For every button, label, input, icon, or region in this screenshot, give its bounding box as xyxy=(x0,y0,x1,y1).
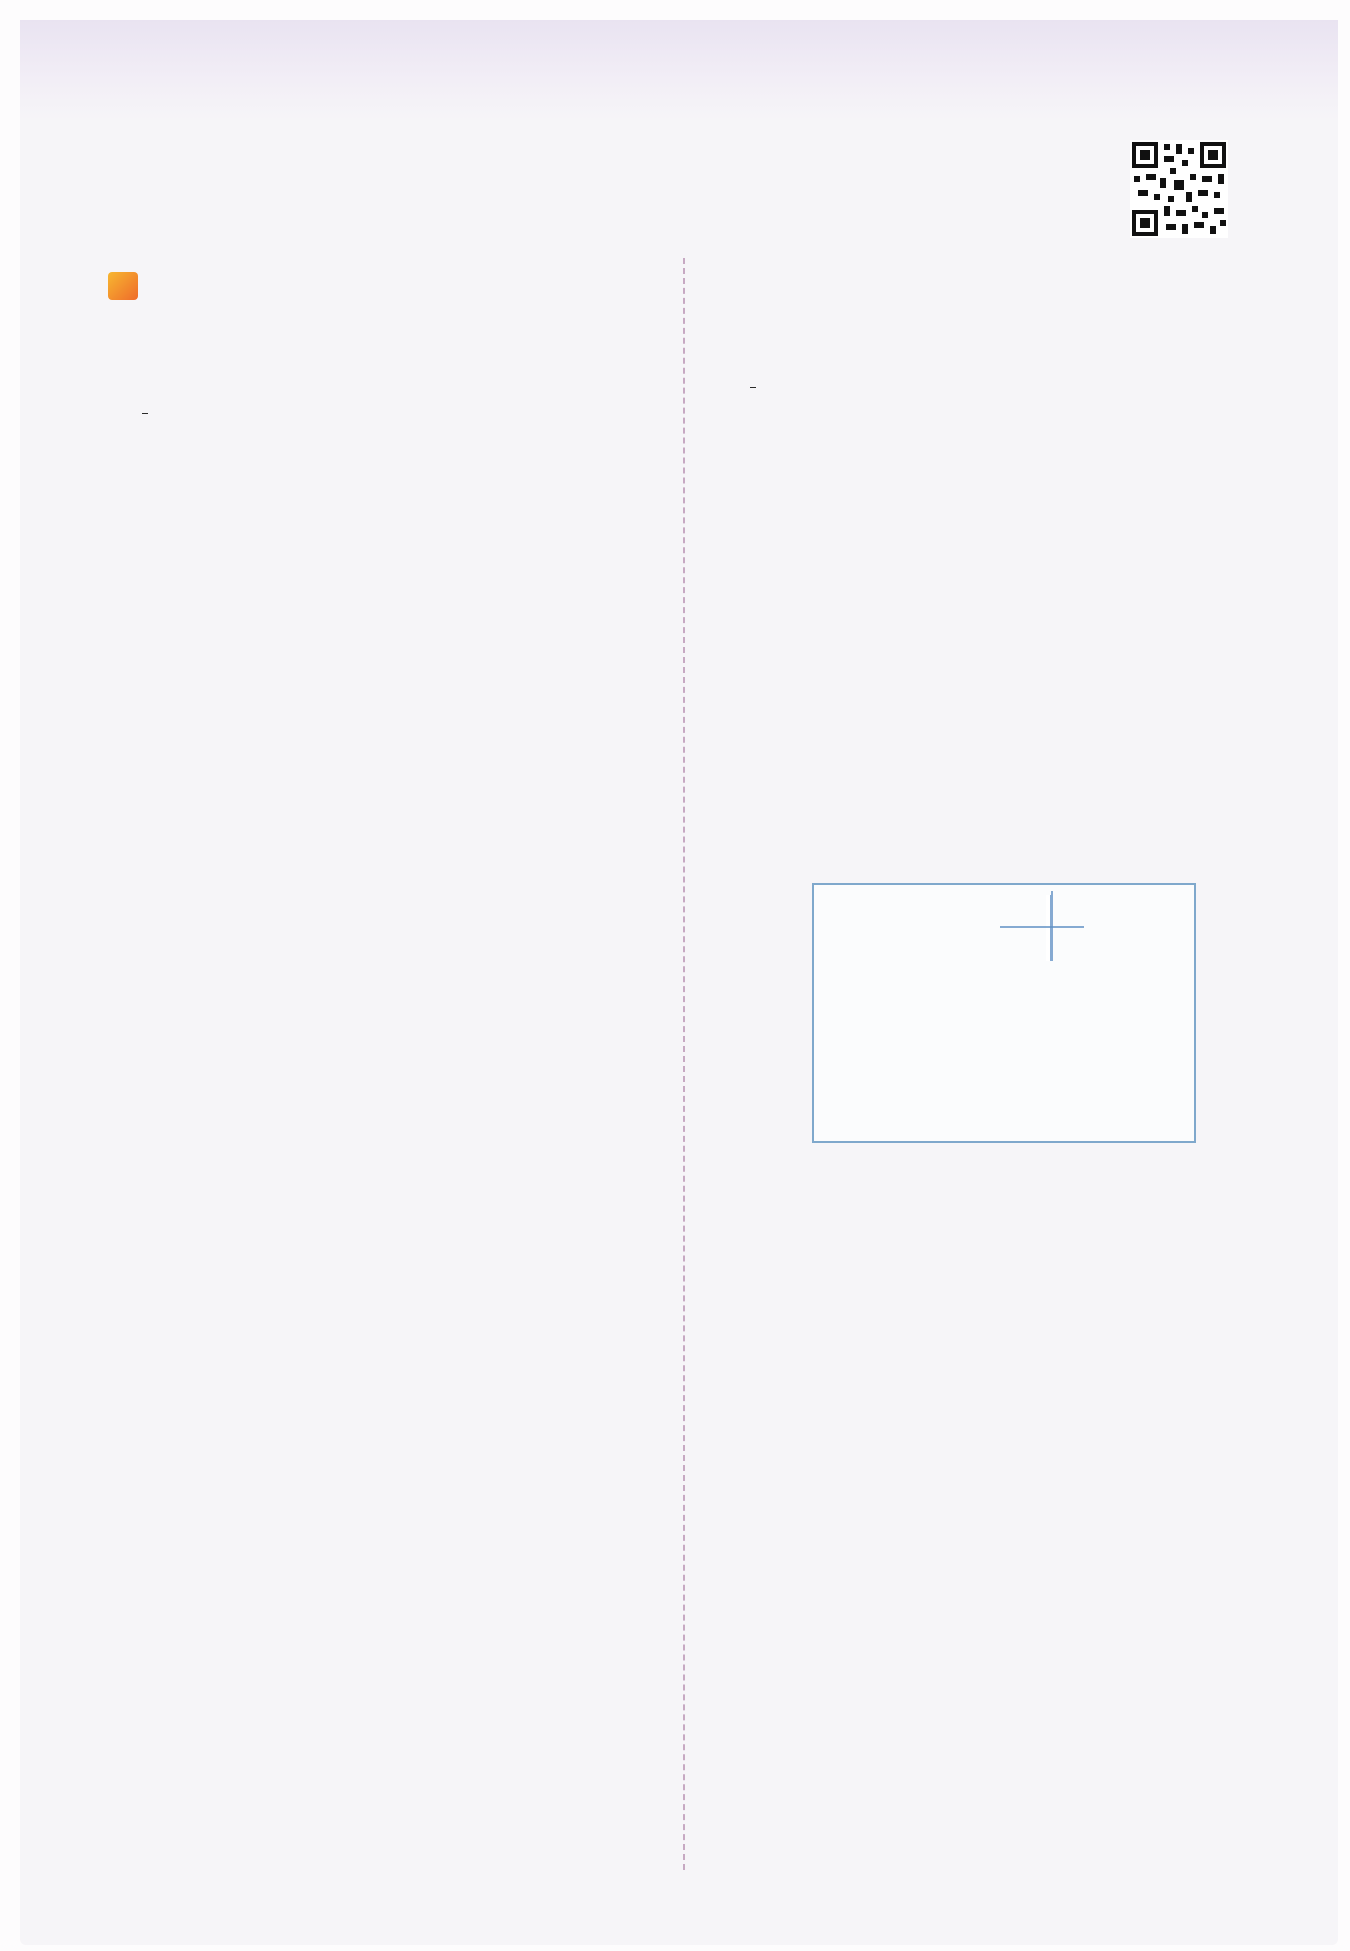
q1-fraction xyxy=(142,413,148,414)
section-title-1 xyxy=(108,268,144,304)
header-band xyxy=(20,20,1338,120)
q1-frac-den xyxy=(142,413,148,414)
qr-code-icon[interactable] xyxy=(1130,140,1228,238)
lesson-title xyxy=(440,152,476,192)
q5-line1 xyxy=(716,632,722,680)
q1-p1-line1 xyxy=(140,388,150,436)
q5-axes xyxy=(814,885,1194,1141)
q4-line3 xyxy=(748,362,758,410)
q4-fraction xyxy=(750,387,756,388)
column-divider xyxy=(683,258,685,1870)
q5-drawing-area[interactable] xyxy=(812,883,1196,1143)
q3-line1 xyxy=(108,1462,114,1511)
q4-frac-den xyxy=(750,387,756,388)
q4-line1 xyxy=(716,248,722,296)
q2-heading xyxy=(108,646,114,694)
section-icon xyxy=(108,272,138,300)
q1-heading xyxy=(108,324,114,372)
